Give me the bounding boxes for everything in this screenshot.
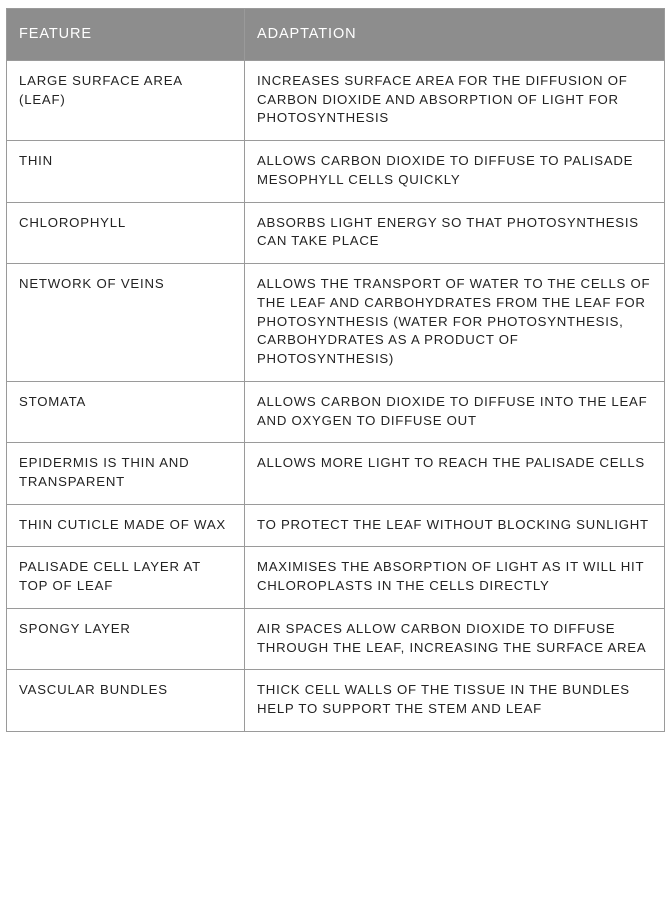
table-row (7, 264, 665, 382)
cell-adaptation: ALLOWS THE TRANSPORT OF WATER TO THE CELLS OF THE LEAF AND CARBOHYDRATES FROM THE LEAF FOR PHOTOSYNTHESIS (WATER FOR PHOTOSYNTHESIS, CARBOHYDRATES AS A PRODUCT OF PHOTOSYNTHESIS) (245, 264, 665, 382)
table-header (7, 9, 665, 61)
column-header-feature: FEATURE (7, 9, 245, 61)
cell-adaptation: THICK CELL WALLS OF THE TISSUE IN THE BUNDLES HELP TO SUPPORT THE STEM AND LEAF (245, 670, 665, 731)
leaf-adaptations-table (6, 8, 665, 732)
cell-feature: CHLOROPHYLL (7, 202, 245, 263)
table-body (7, 61, 665, 732)
table-row (7, 670, 665, 731)
table-header-row (7, 9, 665, 61)
cell-adaptation: ALLOWS CARBON DIOXIDE TO DIFFUSE TO PALISADE MESOPHYLL CELLS QUICKLY (245, 141, 665, 202)
cell-feature: THIN (7, 141, 245, 202)
cell-adaptation: ALLOWS MORE LIGHT TO REACH THE PALISADE CELLS (245, 443, 665, 504)
table-row (7, 443, 665, 504)
table-row (7, 547, 665, 608)
cell-adaptation: ALLOWS CARBON DIOXIDE TO DIFFUSE INTO THE LEAF AND OXYGEN TO DIFFUSE OUT (245, 381, 665, 442)
table-row (7, 141, 665, 202)
cell-feature: STOMATA (7, 381, 245, 442)
cell-feature: PALISADE CELL LAYER AT TOP OF LEAF (7, 547, 245, 608)
column-header-adaptation: ADAPTATION (245, 9, 665, 61)
cell-feature: SPONGY LAYER (7, 608, 245, 669)
table-row (7, 202, 665, 263)
cell-adaptation: INCREASES SURFACE AREA FOR THE DIFFUSION OF CARBON DIOXIDE AND ABSORPTION OF LIGHT FOR PHOTOSYNTHESIS (245, 61, 665, 141)
table-row (7, 608, 665, 669)
cell-feature: NETWORK OF VEINS (7, 264, 245, 382)
table-row (7, 381, 665, 442)
cell-feature: EPIDERMIS IS THIN AND TRANSPARENT (7, 443, 245, 504)
cell-adaptation: MAXIMISES THE ABSORPTION OF LIGHT AS IT WILL HIT CHLOROPLASTS IN THE CELLS DIRECTLY (245, 547, 665, 608)
cell-feature: THIN CUTICLE MADE OF WAX (7, 504, 245, 547)
cell-adaptation: ABSORBS LIGHT ENERGY SO THAT PHOTOSYNTHESIS CAN TAKE PLACE (245, 202, 665, 263)
cell-feature: LARGE SURFACE AREA (LEAF) (7, 61, 245, 141)
table-row (7, 61, 665, 141)
cell-adaptation: TO PROTECT THE LEAF WITHOUT BLOCKING SUNLIGHT (245, 504, 665, 547)
cell-adaptation: AIR SPACES ALLOW CARBON DIOXIDE TO DIFFUSE THROUGH THE LEAF, INCREASING THE SURFACE AREA (245, 608, 665, 669)
table-row (7, 504, 665, 547)
cell-feature: VASCULAR BUNDLES (7, 670, 245, 731)
